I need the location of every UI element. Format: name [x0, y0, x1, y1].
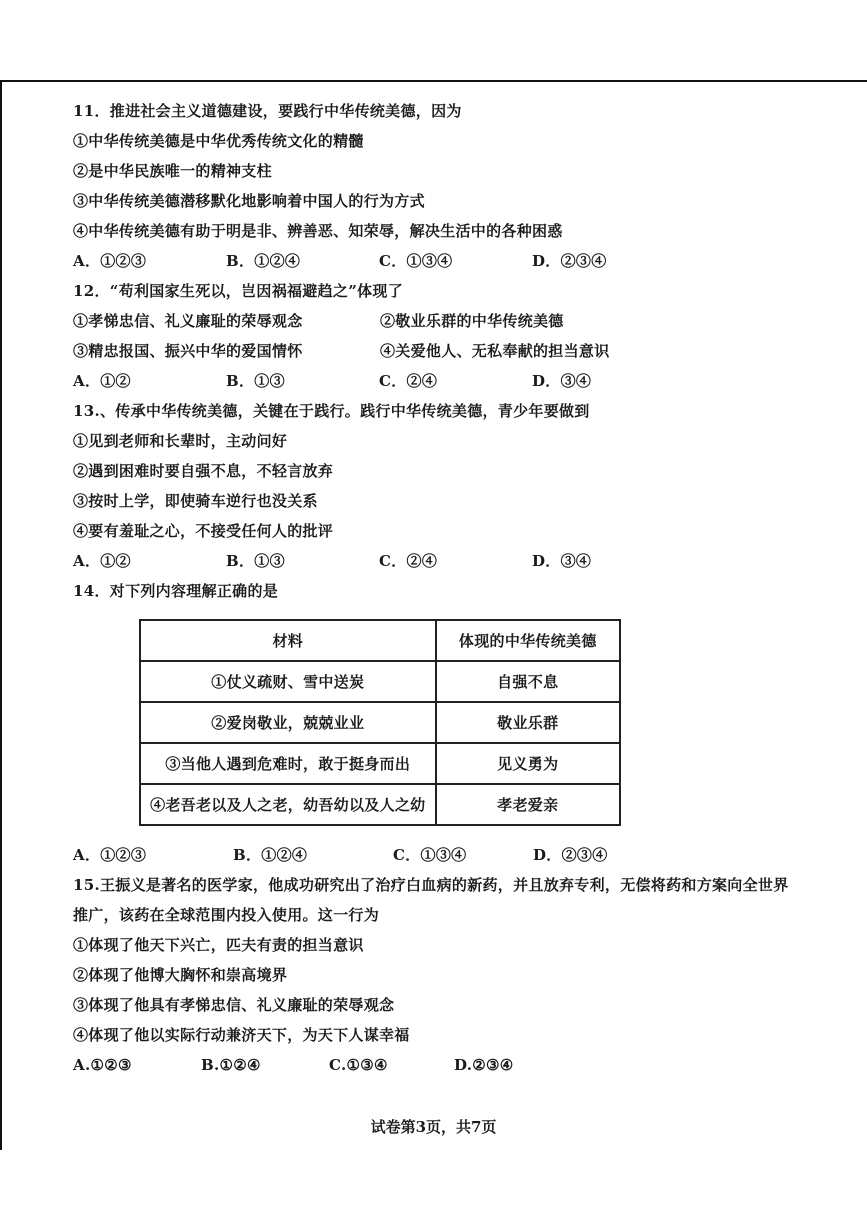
- question-15: [73, 870, 833, 1080]
- option-d: D．②③④: [532, 252, 607, 270]
- option-a: A.①②③: [73, 1056, 132, 1074]
- table-cell: ②爱岗敬业，兢兢业业: [140, 702, 436, 743]
- question-stem: 15.王振义是著名的医学家，他成功研究出了治疗白血病的新药，并且放弃专利，无偿将药和方案向全世界: [73, 876, 789, 894]
- option-a: A．①②③: [73, 846, 147, 864]
- table-row: [140, 702, 620, 743]
- column-header: 体现的中华传统美德: [436, 620, 620, 661]
- option-d: D．③④: [532, 552, 592, 570]
- table-cell: 孝老爱亲: [436, 784, 620, 825]
- statement-item: ③体现了他具有孝悌忠信、礼义廉耻的荣辱观念: [73, 996, 395, 1014]
- page-footer: 试卷第3页，共7页: [370, 1118, 497, 1136]
- statement-item: ③按时上学，即使骑车逆行也没关系: [73, 492, 318, 510]
- option-a: A．①②: [73, 372, 131, 390]
- statement-item: ②体现了他博大胸怀和崇高境界: [73, 966, 288, 984]
- option-b: B．①③: [226, 372, 285, 390]
- option-d: D.②③④: [454, 1056, 514, 1074]
- table-cell: ①仗义疏财、雪中送炭: [140, 661, 436, 702]
- question-stem: 11．推进社会主义道德建设，要践行中华传统美德，因为: [73, 102, 462, 120]
- statement-item: ④体现了他以实际行动兼济天下，为天下人谋幸福: [73, 1026, 410, 1044]
- answer-options: [73, 546, 833, 576]
- option-d: D．②③④: [533, 846, 608, 864]
- question-13: [73, 396, 833, 576]
- option-b: B.①②④: [201, 1056, 261, 1074]
- top-border-line: [0, 80, 867, 82]
- answer-options: [73, 366, 833, 396]
- statement-item: ①孝悌忠信、礼义廉耻的荣辱观念: [73, 312, 303, 330]
- table-row: [140, 743, 620, 784]
- question-stem: 12．“苟利国家生死以，岂因祸福避趋之”体现了: [73, 282, 404, 300]
- statement-item: ②敬业乐群的中华传统美德: [380, 312, 564, 330]
- option-b: B．①②④: [226, 252, 301, 270]
- question-14: [73, 576, 833, 870]
- statement-item: ③精忠报国、振兴中华的爱国情怀: [73, 342, 303, 360]
- table-cell: 见义勇为: [436, 743, 620, 784]
- question-11: [73, 96, 833, 276]
- option-b: B．①②④: [233, 846, 308, 864]
- option-a: A．①②③: [73, 252, 147, 270]
- answer-options: [73, 1050, 833, 1080]
- statement-item: ④中华传统美德有助于明是非、辨善恶、知荣辱，解决生活中的各种困惑: [73, 222, 563, 240]
- left-border-line: [0, 80, 2, 1150]
- statement-row: [73, 336, 833, 366]
- option-a: A．①②: [73, 552, 131, 570]
- answer-options: [73, 840, 833, 870]
- question-stem: 14．对下列内容理解正确的是: [73, 582, 279, 600]
- column-header: 材料: [140, 620, 436, 661]
- statement-item: ④关爱他人、无私奉献的担当意识: [380, 342, 610, 360]
- table-cell: 敬业乐群: [436, 702, 620, 743]
- table-cell: ③当他人遇到危难时，敢于挺身而出: [140, 743, 436, 784]
- statement-item: ②遇到困难时要自强不息，不轻言放弃: [73, 462, 334, 480]
- statement-item: ④要有羞耻之心，不接受任何人的批评: [73, 522, 334, 540]
- option-c: C．②④: [379, 552, 438, 570]
- question-12: [73, 276, 833, 396]
- table-cell: 自强不息: [436, 661, 620, 702]
- material-table: [139, 619, 621, 826]
- statement-item: ①体现了他天下兴亡，匹夫有责的担当意识: [73, 936, 364, 954]
- table-row: [140, 784, 620, 825]
- table-cell: ④老吾老以及人之老，幼吾幼以及人之幼: [140, 784, 436, 825]
- answer-options: [73, 246, 833, 276]
- option-c: C．①③④: [393, 846, 467, 864]
- option-b: B．①③: [226, 552, 285, 570]
- table-header-row: [140, 620, 620, 661]
- table-row: [140, 661, 620, 702]
- option-c: C.①③④: [329, 1056, 388, 1074]
- option-c: C．②④: [379, 372, 438, 390]
- exam-content: [73, 96, 833, 1080]
- question-stem: 13.、传承中华传统美德，关键在于践行。践行中华传统美德，青少年要做到: [73, 402, 590, 420]
- statement-item: ③中华传统美德潜移默化地影响着中国人的行为方式: [73, 192, 425, 210]
- statement-row: [73, 306, 833, 336]
- statement-item: ①见到老师和长辈时，主动问好: [73, 432, 288, 450]
- option-c: C．①③④: [379, 252, 453, 270]
- question-stem-continued: 推广，该药在全球范围内投入使用。这一行为: [73, 906, 380, 924]
- statement-item: ①中华传统美德是中华优秀传统文化的精髓: [73, 132, 364, 150]
- option-d: D．③④: [532, 372, 592, 390]
- statement-item: ②是中华民族唯一的精神支柱: [73, 162, 272, 180]
